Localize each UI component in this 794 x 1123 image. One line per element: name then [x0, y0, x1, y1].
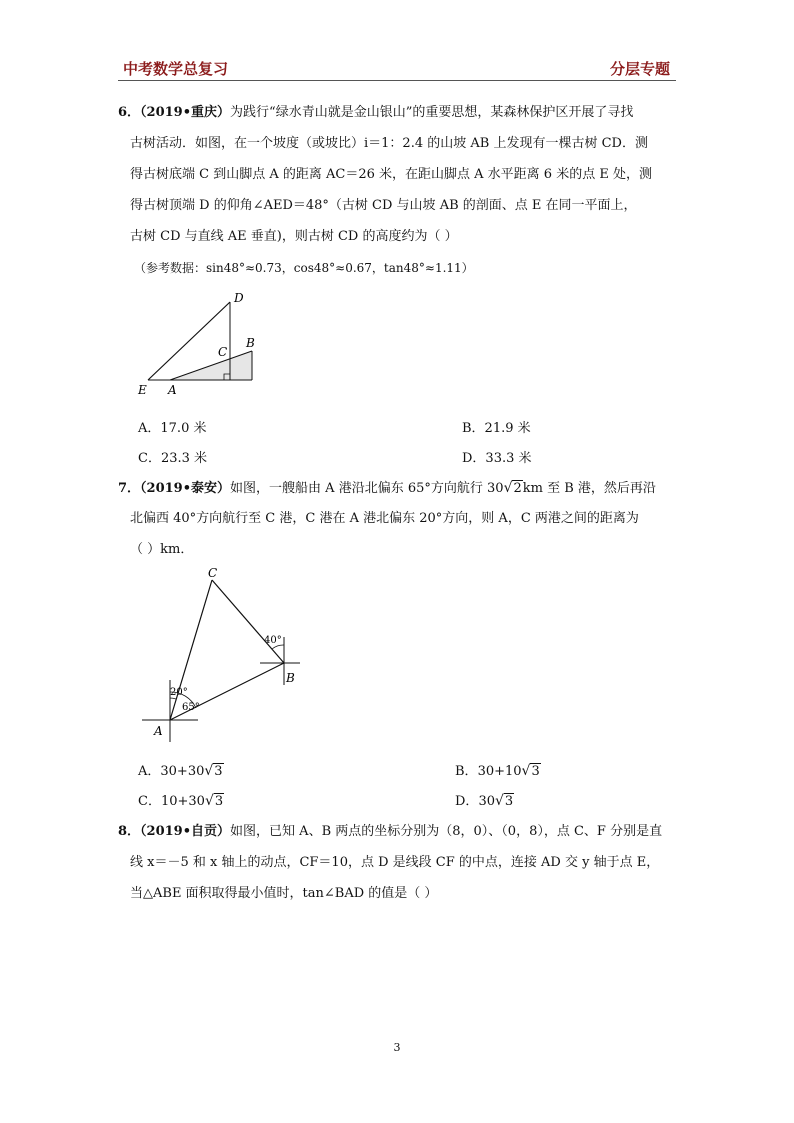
- angle-20: 20°: [170, 687, 188, 698]
- question-text: km 至 B 港，然后再沿: [522, 481, 656, 496]
- page-number: 3: [393, 1041, 401, 1054]
- question-source: （2019•重庆）: [140, 105, 231, 120]
- question-text: 如图，一艘船由 A 港沿北偏东 65°方向航行 30: [230, 481, 504, 496]
- option-b[interactable]: B．21.9 米: [462, 421, 531, 436]
- navigation-figure: [140, 565, 305, 745]
- question-number: 7．: [118, 481, 141, 496]
- label-b: B: [286, 671, 295, 685]
- route-bc: [212, 580, 284, 663]
- option-b[interactable]: B．30+10√3: [455, 763, 540, 779]
- option-d[interactable]: D．33.3 米: [462, 451, 532, 466]
- angle-65: 65°: [182, 702, 200, 713]
- question-text: 古树活动．如图，在一个坡度（或坡比）i＝1：2.4 的山坡 AB 上发现有一棵古树 CD．测: [130, 136, 648, 151]
- question-text: 当△ABE 面积取得最小值时，tan∠BAD 的值是（ ）: [130, 886, 438, 901]
- question-text: 线 x＝－5 和 x 轴上的动点，CF＝10，点 D 是线段 CF 的中点，连接 AD 交 y 轴于点 E，: [130, 855, 660, 870]
- question-number: 8．: [118, 824, 141, 839]
- question-text: 得古树顶端 D 的仰角∠AED＝48°（古树 CD 与山坡 AB 的剖面、点 E 在同一平面上，: [130, 198, 637, 213]
- label-a: A: [168, 383, 177, 397]
- reference-data: （参考数据：sin48°≈0.73，cos48°≈0.67，tan48°≈1.11）: [134, 261, 474, 275]
- question-text: 如图，已知 A、B 两点的坐标分别为（8，0）、（0，8），点 C、F 分别是直: [230, 824, 663, 839]
- question-number: 6．: [118, 105, 141, 120]
- slope-tree-figure: [130, 285, 270, 400]
- question-text: （ ）km．: [130, 542, 194, 557]
- question-text: 得古树底端 C 到山脚点 A 的距离 AC＝26 米，在距山脚点 A 水平距离 6 米的点 E 处，测: [130, 167, 652, 182]
- header-title: 中考数学总复习: [123, 60, 229, 78]
- angle-40: 40°: [264, 635, 282, 646]
- header-divider: [118, 80, 676, 81]
- option-a[interactable]: A．17.0 米: [138, 421, 207, 436]
- label-c: C: [208, 566, 218, 580]
- question-source: （2019•泰安）: [140, 481, 231, 496]
- question-text: 古树 CD 与直线 AE 垂直)，则古树 CD 的高度约为（ ）: [130, 229, 458, 244]
- label-b: B: [246, 336, 255, 350]
- label-d: D: [234, 291, 244, 305]
- sqrt-expression: √2: [503, 480, 522, 496]
- question-source: （2019•自贡）: [140, 824, 231, 839]
- option-a[interactable]: A．30+30√3: [138, 763, 223, 779]
- option-d[interactable]: D．30√3: [455, 793, 514, 809]
- question-text: 为践行“绿水青山就是金山银山”的重要思想，某森林保护区开展了寻找: [230, 105, 634, 120]
- option-c[interactable]: C．10+30√3: [138, 793, 224, 809]
- option-c[interactable]: C．23.3 米: [138, 451, 208, 466]
- question-text: 北偏西 40°方向航行至 C 港，C 港在 A 港北偏东 20°方向，则 A，C 两港之间的距离为: [130, 511, 639, 526]
- route-ac: [170, 580, 212, 720]
- label-a: A: [154, 724, 163, 738]
- header-topic: 分层专题: [609, 60, 670, 78]
- label-c: C: [218, 345, 228, 359]
- label-e: E: [138, 383, 147, 397]
